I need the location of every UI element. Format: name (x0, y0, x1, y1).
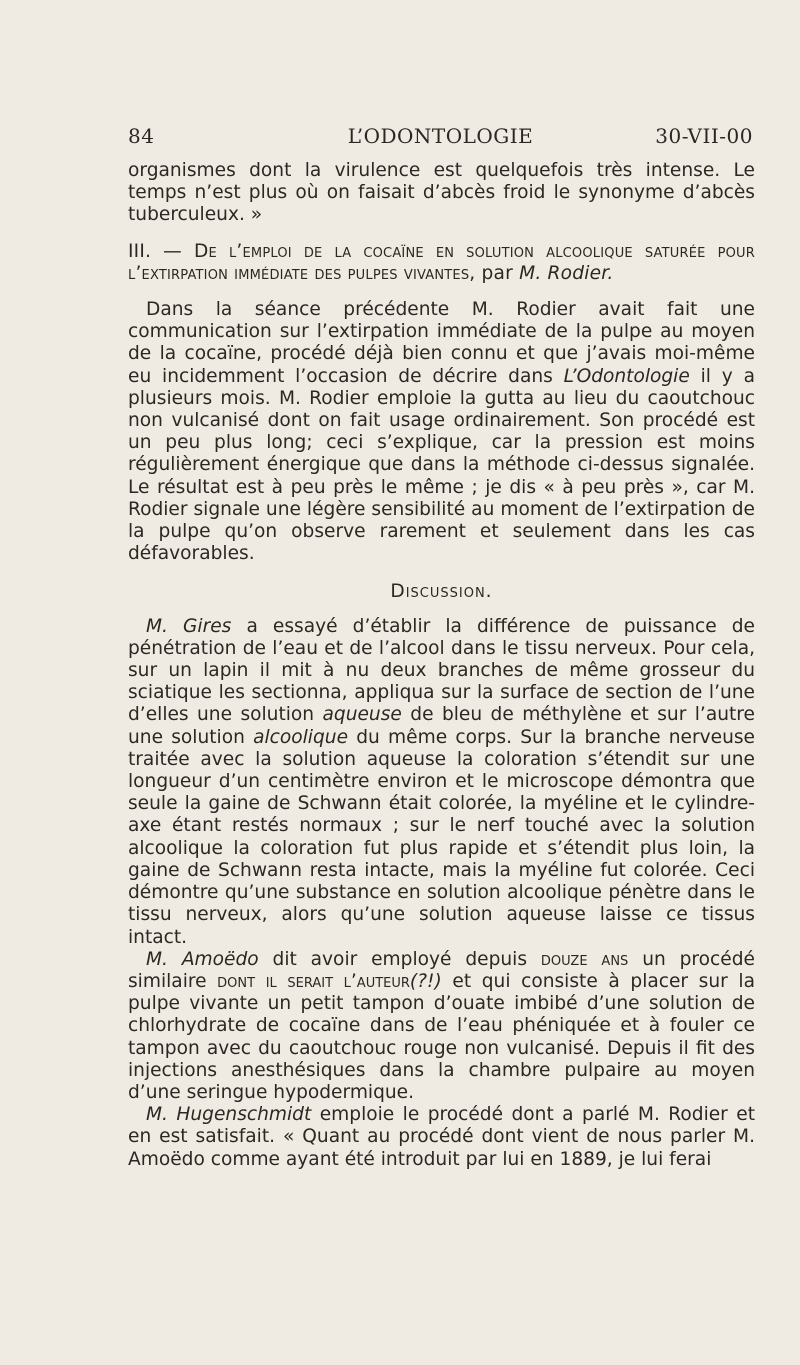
text-run: de bleu de méthylène et sur l’autre une solution (128, 704, 755, 748)
text-run: du même corps. Sur la branche nerveuse traitée avec la solution aqueuse la coloration s’étendit sur une longueur d’un centimètre environ et le microscope démontra que seule la gaine de Schwann était colorée, la myéline et le cylindre-axe étant restés normaux ; sur le nerf touché avec la solution alcoolique la coloration fut plus rapide et s’étendit plus loin, la gaine de Schwann resta intacte, mais la myéline fut colorée. Ceci démontre qu’une substance en solution alcoolique pénètre dans le tissu nerveux, alors qu’une solution aqueuse laisse ce tissus intact. (128, 726, 755, 948)
italic-term: (?!) (409, 970, 442, 992)
speaker-name: M. Hugenschmidt (146, 1104, 312, 1126)
text-run: et qui consiste à placer sur la pulpe vivante un petit tampon d’ouate imbibé d’une solution de chlorhydrate de cocaïne dans de l’eau phéniquée et à fouler ce tampon avec du caoutchouc rouge non vulcanisé. Depuis il fit des injections anesthésiques dans la chambre pulpaire au moyen d’une seringue hypodermique. (128, 970, 755, 1103)
small-caps-run: dont il serait l’auteur (217, 970, 410, 992)
paragraph-continuation: organismes dont la virulence est quelquefois très intense. Le temps n’est plus où on faisait d’abcès froid le synonyme d’abcès tuberculeux. » (128, 160, 755, 226)
discussion-heading: Discussion. (390, 581, 493, 603)
italic-term: aqueuse (322, 704, 402, 726)
running-title: L’ODONTOLOGIE (347, 124, 534, 148)
section-heading (128, 241, 755, 285)
speaker-name: M. Amoëdo (146, 948, 259, 970)
paragraph-hugenschmidt (128, 1104, 755, 1171)
text-run: un procédé similaire (128, 948, 755, 992)
section-author: M. Rodier. (519, 262, 614, 284)
text-run: emploie le procédé dont a parlé M. Rodier et en est satisfait. « Quant au procédé dont vient de nous parler M. Amoëdo comme ayant été introduit par lui en 1889, je lui ferai (128, 1104, 755, 1170)
small-caps-run: douze ans (540, 948, 629, 970)
speaker-name: M. Gires (146, 615, 232, 637)
text-run: Dans la séance précédente M. Rodier avait fait une communication sur l’extirpation immédiate de la pulpe au moyen de la cocaïne, procédé déjà bien connu et que j’avais moi-même eu incidemment l’occasion de décrire dans (128, 299, 755, 387)
paragraph-amoedo (128, 949, 755, 1104)
paragraph-gires (128, 616, 755, 949)
issue-date: 30-VII-00 (655, 124, 753, 148)
text-run: il y a plusieurs mois. M. Rodier emploie la gutta au lieu du caoutchouc non vulcanisé dont on fait usage ordinairement. Son procédé est un peu plus long; ceci s’explique, car la pression est moins régulièrement énergique que dans la méthode ci-dessus signalée. Le résultat est à peu près le même ; je dis « à peu près », car M. Rodier signale une légère sensibilité au moment de l’extirpation de la pulpe qu’on observe rarement et seulement dans les cas défavorables. (128, 365, 755, 565)
journal-title: L’Odontologie (563, 365, 690, 387)
section-number: III. — (128, 240, 182, 262)
text-run: dit avoir employé depuis (272, 948, 528, 970)
italic-term: alcoolique (253, 726, 349, 748)
page-number: 84 (128, 124, 155, 148)
text-run: a essayé d’établir la différence de puissance de pénétration de l’eau et de l’alcool dans le tissu nerveux. Pour cela, sur un lapin il mit à nu deux branches de même grosseur du sciatique les sectionna, appliqua sur la surface de section de l’une d’elles une solution (128, 615, 755, 726)
paragraph-rodier (128, 299, 755, 565)
section-title: De l’emploi de la cocaïne en solution alcoolique saturée pour l’extirpation immédiate des pulpes vivantes, (128, 240, 755, 284)
section-by: par (481, 262, 513, 284)
page-body (128, 160, 755, 1171)
